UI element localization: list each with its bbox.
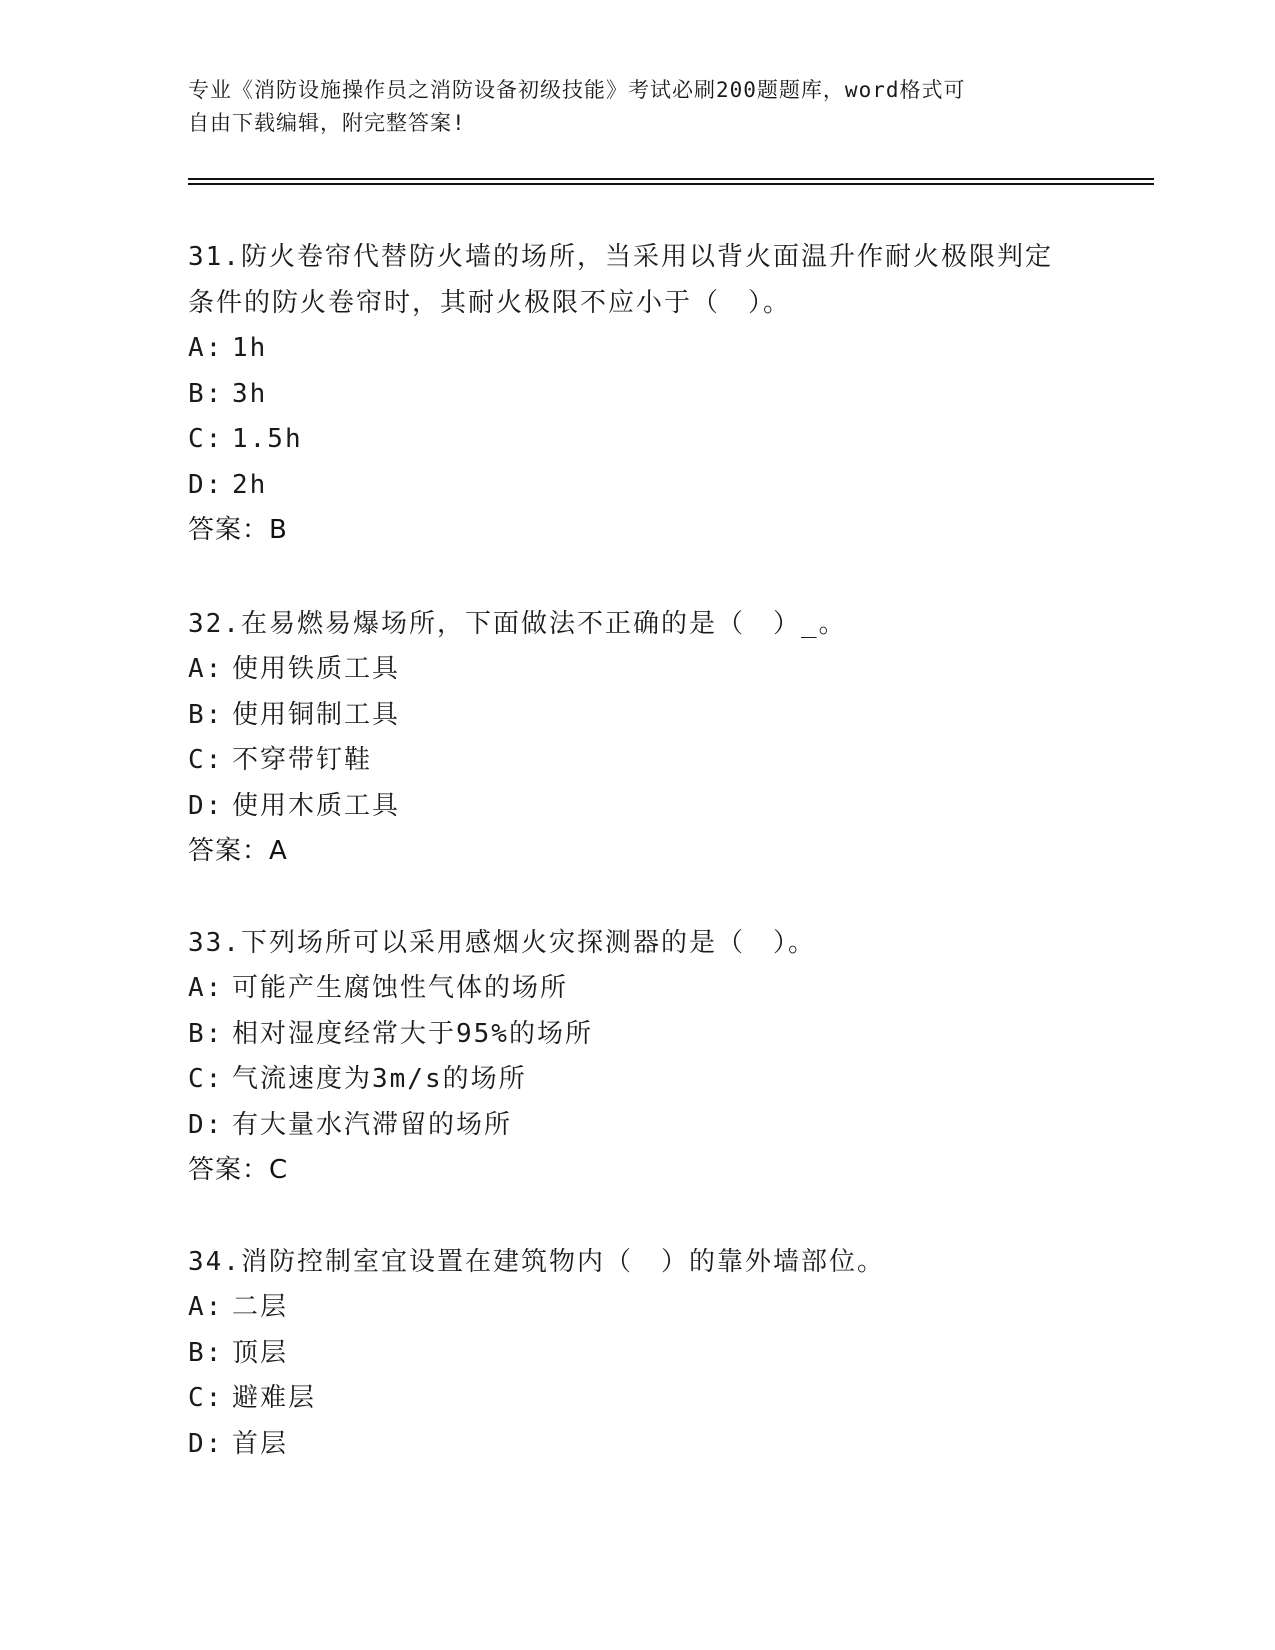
option-key: D: (188, 1109, 224, 1140)
option-key: B: (188, 378, 224, 409)
question-stem-line: 31.防火卷帘代替防火墙的场所，当采用以背火面温升作耐火极限判定 (188, 242, 1053, 272)
option-b (188, 1012, 1088, 1058)
question-stem (188, 601, 1088, 647)
option-key: B: (188, 1018, 224, 1049)
header-divider-bottom (188, 183, 1154, 185)
option-text: 2h (232, 469, 268, 500)
answer-line: 答案：B (188, 515, 288, 545)
header-line-2: 自由下载编辑，附完整答案! (188, 111, 466, 135)
question-34 (188, 1239, 1088, 1467)
option-key: A: (188, 333, 224, 363)
option-text: 3h (232, 378, 268, 409)
option-c (188, 738, 1088, 784)
question-32 (188, 601, 1088, 875)
option-text: 使用铁质工具 (232, 654, 401, 684)
option-text: 相对湿度经常大于95%的场所 (232, 1018, 593, 1049)
question-stem-line: 33.下列场所可以采用感烟火灾探测器的是（ ）。 (188, 928, 816, 958)
question-31 (188, 234, 1088, 554)
option-d (188, 463, 1088, 509)
answer-line: 答案：A (188, 836, 288, 866)
question-stem-line: 条件的防火卷帘时，其耐火极限不应小于（ ）。 (188, 288, 792, 318)
option-text: 1h (232, 333, 268, 363)
question-stem-line: 32.在易燃易爆场所，下面做法不正确的是（ ）_。 (188, 609, 847, 639)
option-c (188, 417, 1088, 463)
option-text: 有大量水汽滞留的场所 (232, 1109, 513, 1140)
option-key: C: (188, 1383, 224, 1413)
option-text: 1.5h (232, 424, 303, 454)
option-key: C: (188, 424, 224, 454)
option-a (188, 966, 1088, 1012)
option-text: 首层 (232, 1428, 289, 1459)
option-c (188, 1057, 1088, 1103)
option-key: A: (188, 654, 224, 684)
option-text: 气流速度为3m/s的场所 (232, 1064, 527, 1094)
option-key: B: (188, 1337, 224, 1368)
option-b (188, 1331, 1088, 1377)
header-divider-top (188, 178, 1154, 180)
question-stem (188, 1239, 1088, 1285)
option-a (188, 1285, 1088, 1331)
option-key: D: (188, 790, 224, 821)
option-text: 不穿带钉鞋 (232, 745, 373, 775)
option-key: C: (188, 745, 224, 775)
option-d (188, 1422, 1088, 1468)
question-stem-line: 34.消防控制室宜设置在建筑物内（ ）的靠外墙部位。 (188, 1247, 885, 1277)
option-key: D: (188, 1428, 224, 1459)
option-text: 顶层 (232, 1337, 289, 1368)
document-header (188, 74, 1068, 140)
header-line-1: 专业《消防设施操作员之消防设备初级技能》考试必刷200题题库，word格式可 (188, 78, 966, 102)
option-key: B: (188, 699, 224, 730)
option-key: D: (188, 469, 224, 500)
option-a (188, 647, 1088, 693)
option-a (188, 326, 1088, 372)
option-text: 避难层 (232, 1383, 317, 1413)
option-d (188, 1103, 1088, 1149)
option-c (188, 1376, 1088, 1422)
option-d (188, 784, 1088, 830)
option-text: 使用木质工具 (232, 790, 401, 821)
option-b (188, 372, 1088, 418)
answer-line: 答案：C (188, 1155, 289, 1185)
option-key: A: (188, 1292, 224, 1322)
option-b (188, 693, 1088, 739)
question-33 (188, 920, 1088, 1194)
option-key: C: (188, 1064, 224, 1094)
option-text: 使用铜制工具 (232, 699, 401, 730)
option-text: 可能产生腐蚀性气体的场所 (232, 973, 569, 1003)
option-key: A: (188, 973, 224, 1003)
option-text: 二层 (232, 1292, 289, 1322)
question-stem (188, 920, 1088, 966)
question-stem (188, 234, 1088, 326)
